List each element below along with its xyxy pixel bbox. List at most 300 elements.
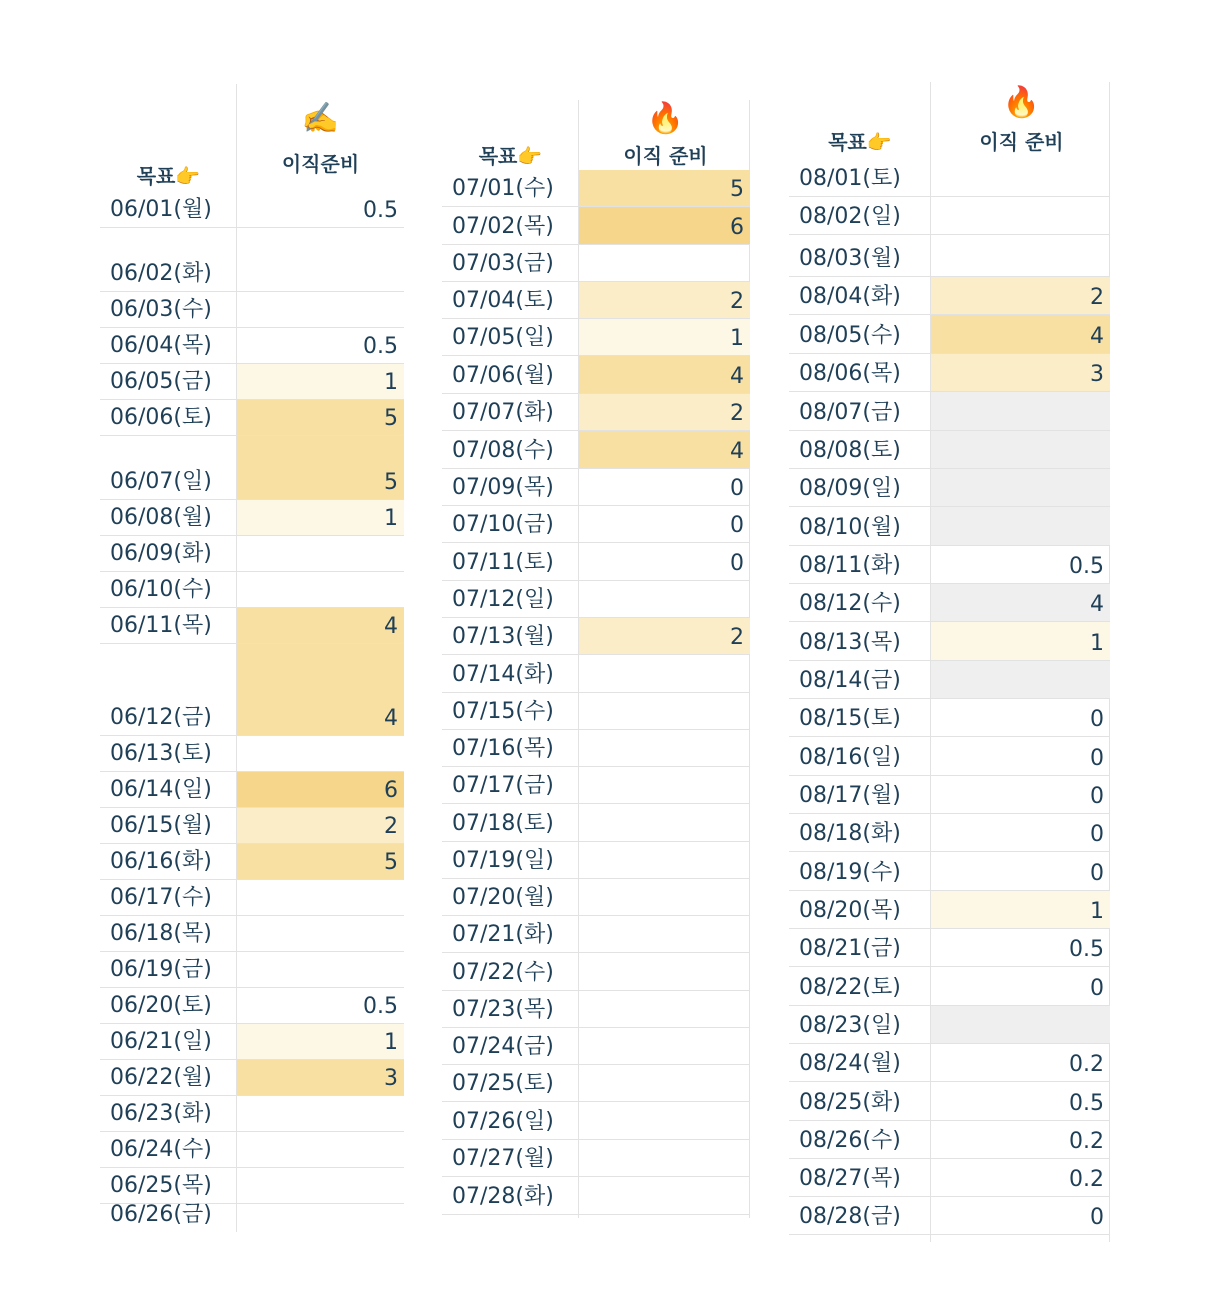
hours-value: 5 xyxy=(384,470,398,495)
table-row xyxy=(100,400,404,436)
hours-value: 4 xyxy=(1090,592,1104,617)
table-row xyxy=(100,436,404,500)
job-prep-cell[interactable] xyxy=(237,844,404,879)
date-label: 06/24(수) xyxy=(110,1137,212,1162)
date-label: 07/12(일) xyxy=(452,587,554,612)
job-prep-cell[interactable] xyxy=(931,354,1110,391)
hours-value: 0.2 xyxy=(1069,1129,1104,1154)
job-prep-cell[interactable] xyxy=(579,319,750,355)
date-label: 07/02(목) xyxy=(452,214,554,239)
job-prep-cell[interactable] xyxy=(579,618,750,654)
date-label: 06/23(화) xyxy=(110,1101,212,1126)
hours-value: 2 xyxy=(384,814,398,839)
job-prep-cell[interactable] xyxy=(579,1140,750,1176)
table-row xyxy=(100,644,404,736)
table-row xyxy=(789,967,1110,1006)
table-row xyxy=(789,929,1110,967)
date-label: 08/07(금) xyxy=(799,400,901,425)
job-prep-cell[interactable] xyxy=(931,661,1110,698)
date-label: 08/16(일) xyxy=(799,745,901,770)
date-label: 08/22(토) xyxy=(799,975,901,1000)
job-prep-cell[interactable] xyxy=(237,228,404,291)
date-label: 07/20(월) xyxy=(452,885,554,910)
date-label: 07/21(화) xyxy=(452,922,554,947)
table-row xyxy=(442,991,750,1028)
job-prep-cell[interactable] xyxy=(237,500,404,535)
table-row xyxy=(789,852,1110,891)
job-prep-cell[interactable] xyxy=(931,1044,1110,1081)
hours-value: 1 xyxy=(384,370,398,395)
date-label: 07/06(월) xyxy=(452,363,554,388)
table-row xyxy=(789,197,1110,235)
job-prep-header: 이직 준비 xyxy=(623,144,708,168)
hours-value: 0 xyxy=(1090,861,1104,886)
job-prep-cell[interactable] xyxy=(237,328,404,363)
job-prep-cell[interactable] xyxy=(579,170,750,206)
date-label: 07/18(토) xyxy=(452,811,554,836)
table-row xyxy=(789,814,1110,852)
table-row xyxy=(442,506,750,543)
job-prep-cell[interactable] xyxy=(579,394,750,430)
job-prep-cell[interactable] xyxy=(237,190,404,227)
table-row xyxy=(442,543,750,581)
hours-value: 1 xyxy=(1090,631,1104,656)
date-label: 07/03(금) xyxy=(452,251,554,276)
date-label: 07/14(화) xyxy=(452,662,554,687)
job-prep-cell[interactable] xyxy=(237,536,404,571)
table-row xyxy=(442,1177,750,1215)
table-row xyxy=(789,737,1110,776)
date-label: 08/03(월) xyxy=(799,246,901,271)
hours-value: 0 xyxy=(1090,822,1104,847)
job-prep-cell[interactable] xyxy=(237,1060,404,1095)
table-row xyxy=(442,655,750,693)
date-label: 07/28(화) xyxy=(452,1184,554,1209)
table-row xyxy=(100,364,404,400)
date-label: 07/26(일) xyxy=(452,1109,554,1134)
date-label: 08/28(금) xyxy=(799,1204,901,1229)
date-label: 06/08(월) xyxy=(110,505,212,530)
job-prep-cell[interactable] xyxy=(931,737,1110,775)
table-row xyxy=(100,1132,404,1168)
date-label: 08/15(토) xyxy=(799,706,901,731)
hours-value: 0.5 xyxy=(1069,937,1104,962)
table-row xyxy=(442,469,750,506)
job-prep-cell[interactable] xyxy=(931,929,1110,966)
table-row xyxy=(442,1028,750,1065)
date-label: 06/17(수) xyxy=(110,885,212,910)
job-prep-cell[interactable] xyxy=(579,879,750,915)
date-label: 08/02(일) xyxy=(799,204,901,229)
date-label: 07/19(일) xyxy=(452,848,554,873)
table-row xyxy=(442,693,750,730)
hours-value: 4 xyxy=(1090,324,1104,349)
table-row xyxy=(789,1006,1110,1044)
date-label: 06/07(일) xyxy=(110,469,212,494)
job-prep-cell[interactable] xyxy=(237,1132,404,1167)
job-prep-cell[interactable] xyxy=(931,1006,1110,1043)
date-label: 08/09(일) xyxy=(799,476,901,501)
table-row xyxy=(442,170,750,207)
hours-value: 3 xyxy=(1090,362,1104,387)
table-row xyxy=(442,879,750,916)
date-label: 06/11(목) xyxy=(110,613,212,638)
table-row xyxy=(442,1065,750,1102)
job-prep-cell[interactable] xyxy=(579,581,750,617)
job-prep-cell[interactable] xyxy=(931,814,1110,851)
writing-hand-icon: ✍️ xyxy=(301,101,340,136)
date-label: 06/25(목) xyxy=(110,1173,212,1198)
table-row xyxy=(442,431,750,469)
hours-value: 4 xyxy=(730,439,744,464)
hours-value: 4 xyxy=(384,706,398,731)
job-prep-cell[interactable] xyxy=(579,543,750,580)
hours-value: 0 xyxy=(730,476,744,501)
date-label: 07/23(목) xyxy=(452,997,554,1022)
date-label: 08/21(금) xyxy=(799,936,901,961)
table-row xyxy=(442,767,750,804)
table-row xyxy=(789,699,1110,737)
date-label: 06/22(월) xyxy=(110,1065,212,1090)
date-label: 08/14(금) xyxy=(799,668,901,693)
job-prep-cell[interactable] xyxy=(579,1102,750,1139)
table-row xyxy=(100,808,404,844)
table-row xyxy=(442,916,750,953)
hours-value: 1 xyxy=(384,506,398,531)
hours-value: 2 xyxy=(730,401,744,426)
job-prep-cell[interactable] xyxy=(931,852,1110,890)
table-row xyxy=(442,730,750,767)
date-label: 06/16(화) xyxy=(110,849,212,874)
table-row xyxy=(442,1102,750,1140)
job-prep-cell[interactable] xyxy=(579,207,750,244)
hours-value: 0.5 xyxy=(363,198,398,223)
table-row xyxy=(100,880,404,916)
job-prep-cell[interactable] xyxy=(579,953,750,990)
date-label: 08/01(토) xyxy=(799,166,901,191)
hours-value: 0.2 xyxy=(1069,1167,1104,1192)
job-prep-cell[interactable] xyxy=(931,315,1110,353)
table-row xyxy=(789,315,1110,354)
date-label: 08/10(월) xyxy=(799,515,901,540)
july-table xyxy=(442,100,752,1218)
job-prep-cell[interactable] xyxy=(237,1204,404,1232)
date-label: 06/05(금) xyxy=(110,369,212,394)
table-row xyxy=(789,235,1110,277)
job-prep-cell[interactable] xyxy=(931,507,1110,545)
hours-value: 4 xyxy=(730,364,744,389)
august-table xyxy=(789,82,1112,1242)
job-prep-cell[interactable] xyxy=(237,808,404,843)
date-label: 08/08(토) xyxy=(799,438,901,463)
table-row xyxy=(789,507,1110,546)
table-row xyxy=(789,891,1110,929)
date-label: 06/04(목) xyxy=(110,333,212,358)
date-label: 06/21(일) xyxy=(110,1029,212,1054)
job-prep-cell[interactable] xyxy=(237,364,404,399)
job-prep-cell[interactable] xyxy=(237,916,404,951)
goal-header: 목표👉 xyxy=(828,130,892,154)
hours-value: 0 xyxy=(1090,707,1104,732)
hours-value: 1 xyxy=(1090,899,1104,924)
job-prep-cell[interactable] xyxy=(931,235,1110,276)
date-label: 08/23(일) xyxy=(799,1013,901,1038)
table-row xyxy=(442,804,750,842)
job-prep-cell[interactable] xyxy=(237,400,404,435)
table-row xyxy=(100,608,404,644)
table-row xyxy=(100,328,404,364)
job-prep-cell[interactable] xyxy=(237,736,404,771)
table-row xyxy=(100,500,404,536)
job-prep-cell[interactable] xyxy=(237,292,404,327)
table-row xyxy=(789,392,1110,431)
table-row xyxy=(442,581,750,618)
table-row xyxy=(789,546,1110,584)
table-row xyxy=(789,584,1110,622)
table-row xyxy=(100,228,404,292)
job-prep-cell[interactable] xyxy=(579,655,750,692)
job-prep-cell[interactable] xyxy=(237,988,404,1023)
date-label: 06/09(화) xyxy=(110,541,212,566)
date-label: 06/03(수) xyxy=(110,297,212,322)
table-row xyxy=(789,431,1110,469)
job-prep-cell[interactable] xyxy=(237,1168,404,1203)
date-label: 08/27(목) xyxy=(799,1166,901,1191)
table-row xyxy=(789,1121,1110,1159)
job-prep-header: 이직준비 xyxy=(281,152,360,176)
table-row xyxy=(100,536,404,572)
date-label: 06/13(토) xyxy=(110,741,212,766)
table-row xyxy=(100,1204,404,1232)
fire-icon: 🔥 xyxy=(1002,85,1041,120)
fire-icon: 🔥 xyxy=(646,101,685,136)
job-prep-cell[interactable] xyxy=(579,1065,750,1101)
hours-value: 2 xyxy=(1090,285,1104,310)
job-prep-cell[interactable] xyxy=(931,622,1110,660)
hours-value: 1 xyxy=(384,1030,398,1055)
date-label: 06/14(일) xyxy=(110,777,212,802)
table-row xyxy=(442,394,750,431)
date-label: 06/06(토) xyxy=(110,405,212,430)
job-prep-cell[interactable] xyxy=(579,282,750,318)
table-row xyxy=(789,1044,1110,1082)
date-label: 06/12(금) xyxy=(110,705,212,730)
table-row xyxy=(789,158,1110,197)
job-prep-cell[interactable] xyxy=(579,245,750,281)
table-row xyxy=(442,1140,750,1177)
job-prep-header: 이직 준비 xyxy=(979,130,1064,154)
date-label: 06/01(월) xyxy=(110,197,212,222)
job-prep-cell[interactable] xyxy=(931,1121,1110,1158)
job-prep-cell[interactable] xyxy=(237,644,404,735)
hours-value: 0 xyxy=(1090,976,1104,1001)
job-prep-cell[interactable] xyxy=(579,506,750,542)
table-row xyxy=(100,988,404,1024)
job-prep-cell[interactable] xyxy=(931,431,1110,468)
table-row xyxy=(442,953,750,991)
date-label: 08/13(목) xyxy=(799,630,901,655)
job-prep-cell[interactable] xyxy=(237,572,404,607)
date-label: 06/18(목) xyxy=(110,921,212,946)
june-table xyxy=(100,84,404,1232)
hours-value: 0.5 xyxy=(363,994,398,1019)
table-row xyxy=(789,1197,1110,1235)
hours-value: 6 xyxy=(384,778,398,803)
date-label: 07/08(수) xyxy=(452,438,554,463)
hours-value: 0 xyxy=(730,513,744,538)
table-row xyxy=(100,1024,404,1060)
table-row xyxy=(442,356,750,394)
job-prep-cell[interactable] xyxy=(931,546,1110,583)
job-prep-cell[interactable] xyxy=(931,776,1110,813)
table-row xyxy=(100,952,404,988)
hours-value: 0.2 xyxy=(1069,1052,1104,1077)
date-label: 08/06(목) xyxy=(799,361,901,386)
job-prep-cell[interactable] xyxy=(237,608,404,643)
date-label: 06/15(월) xyxy=(110,813,212,838)
table-row xyxy=(442,618,750,655)
job-prep-cell[interactable] xyxy=(931,891,1110,928)
job-prep-cell[interactable] xyxy=(931,699,1110,736)
job-prep-cell[interactable] xyxy=(931,277,1110,314)
hours-value: 5 xyxy=(384,850,398,875)
job-prep-cell[interactable] xyxy=(237,436,404,499)
job-prep-cell[interactable] xyxy=(579,842,750,878)
date-label: 07/07(화) xyxy=(452,400,554,425)
job-prep-cell[interactable] xyxy=(579,767,750,803)
date-label: 08/19(수) xyxy=(799,860,901,885)
hours-value: 5 xyxy=(384,406,398,431)
table-row xyxy=(789,1159,1110,1197)
hours-value: 2 xyxy=(730,625,744,650)
date-label: 07/09(목) xyxy=(452,475,554,500)
job-prep-cell[interactable] xyxy=(931,469,1110,506)
table-row xyxy=(442,207,750,245)
hours-value: 6 xyxy=(730,215,744,240)
date-label: 06/10(수) xyxy=(110,577,212,602)
table-row xyxy=(789,622,1110,661)
job-prep-cell[interactable] xyxy=(931,197,1110,234)
job-prep-cell[interactable] xyxy=(931,584,1110,621)
date-label: 06/19(금) xyxy=(110,957,212,982)
date-label: 07/22(수) xyxy=(452,960,554,985)
table-row xyxy=(100,190,404,228)
hours-value: 0.5 xyxy=(363,334,398,359)
table-row xyxy=(442,245,750,282)
table-row xyxy=(100,772,404,808)
hours-value: 1 xyxy=(730,326,744,351)
date-label: 08/04(화) xyxy=(799,284,901,309)
job-prep-cell[interactable] xyxy=(579,1028,750,1064)
job-prep-cell[interactable] xyxy=(931,158,1110,196)
date-label: 06/26(금) xyxy=(110,1202,212,1227)
date-label: 08/24(월) xyxy=(799,1051,901,1076)
hours-value: 0.5 xyxy=(1069,1091,1104,1116)
table-row xyxy=(100,736,404,772)
goal-header: 목표👉 xyxy=(478,144,543,168)
job-prep-cell[interactable] xyxy=(931,967,1110,1005)
date-label: 07/17(금) xyxy=(452,773,554,798)
job-prep-cell[interactable] xyxy=(237,880,404,915)
date-label: 07/27(월) xyxy=(452,1146,554,1171)
date-label: 08/12(수) xyxy=(799,591,901,616)
date-label: 07/01(수) xyxy=(452,176,554,201)
hours-value: 4 xyxy=(384,614,398,639)
job-prep-cell[interactable] xyxy=(931,1159,1110,1196)
table-row xyxy=(442,282,750,319)
table-row xyxy=(789,354,1110,392)
date-label: 07/04(토) xyxy=(452,288,554,313)
table-row xyxy=(100,572,404,608)
job-prep-cell[interactable] xyxy=(931,1082,1110,1120)
date-label: 07/25(토) xyxy=(452,1071,554,1096)
table-row xyxy=(789,469,1110,507)
job-prep-cell[interactable] xyxy=(579,804,750,841)
table-row xyxy=(442,319,750,356)
job-prep-cell[interactable] xyxy=(237,1024,404,1059)
date-label: 08/25(화) xyxy=(799,1090,901,1115)
hours-value: 0 xyxy=(1090,784,1104,809)
table-row xyxy=(789,277,1110,315)
date-label: 08/18(화) xyxy=(799,821,901,846)
job-prep-cell[interactable] xyxy=(931,1197,1110,1234)
hours-value: 3 xyxy=(384,1066,398,1091)
date-label: 08/05(수) xyxy=(799,323,901,348)
table-row xyxy=(100,1096,404,1132)
table-row xyxy=(789,1082,1110,1121)
job-prep-cell[interactable] xyxy=(579,730,750,766)
hours-value: 2 xyxy=(730,289,744,314)
job-prep-cell[interactable] xyxy=(237,772,404,807)
job-prep-cell[interactable] xyxy=(579,916,750,952)
table-row xyxy=(100,916,404,952)
job-prep-cell[interactable] xyxy=(579,469,750,505)
table-row xyxy=(100,1060,404,1096)
date-label: 06/20(토) xyxy=(110,993,212,1018)
job-prep-cell[interactable] xyxy=(579,991,750,1027)
date-label: 06/02(화) xyxy=(110,261,212,286)
date-label: 08/11(화) xyxy=(799,553,901,578)
date-label: 08/20(목) xyxy=(799,898,901,923)
date-label: 07/13(월) xyxy=(452,624,554,649)
date-label: 08/17(월) xyxy=(799,783,901,808)
table-row xyxy=(100,844,404,880)
hours-value: 5 xyxy=(730,177,744,202)
table-row xyxy=(789,661,1110,699)
job-prep-cell[interactable] xyxy=(579,356,750,393)
table-row xyxy=(100,292,404,328)
job-prep-cell[interactable] xyxy=(579,693,750,729)
hours-value: 0.5 xyxy=(1069,554,1104,579)
date-label: 07/15(수) xyxy=(452,699,554,724)
hours-value: 0 xyxy=(1090,1205,1104,1230)
date-label: 07/24(금) xyxy=(452,1034,554,1059)
job-prep-cell[interactable] xyxy=(579,1177,750,1214)
hours-value: 0 xyxy=(1090,746,1104,771)
job-prep-cell[interactable] xyxy=(237,952,404,987)
job-prep-cell[interactable] xyxy=(237,1096,404,1131)
job-prep-cell[interactable] xyxy=(579,431,750,468)
table-row xyxy=(442,842,750,879)
date-label: 07/10(금) xyxy=(452,512,554,537)
job-prep-cell[interactable] xyxy=(931,392,1110,430)
table-row xyxy=(789,776,1110,814)
date-label: 07/05(일) xyxy=(452,325,554,350)
date-label: 07/16(목) xyxy=(452,736,554,761)
date-label: 07/11(토) xyxy=(452,550,554,575)
goal-header: 목표👉 xyxy=(136,164,201,188)
hours-value: 0 xyxy=(730,551,744,576)
